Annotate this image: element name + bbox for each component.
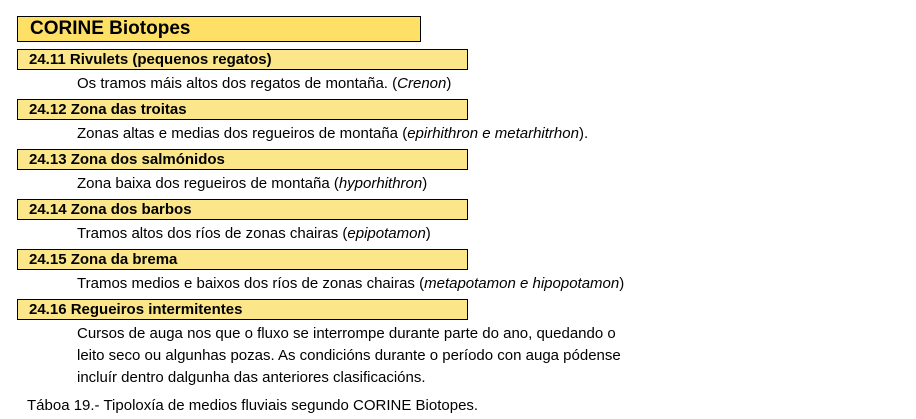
description-text-end: ). (578, 125, 589, 142)
entry-description (77, 223, 468, 245)
table-caption: Táboa 19.- Tipoloxía de medios fluviais segundo CORINE Biotopes. (27, 397, 479, 414)
description-text: Zona baixa dos regueiros de montaña ( (77, 175, 339, 192)
entry-heading: 24.12 Zona das troitas (17, 99, 468, 120)
biotope-entry-24-15 (17, 249, 624, 295)
description-italic-term: epipotamon (347, 225, 426, 242)
description-italic-term: metapotamon e hipopotamon (424, 275, 620, 292)
description-line: Cursos de auga nos que o fluxo se interrompe durante parte do ano, quedando o (77, 325, 616, 342)
description-italic-term: Crenon (397, 75, 447, 92)
description-italic-term: epirhithron e metarhitrhon (407, 125, 579, 142)
biotope-entry-24-12 (17, 99, 588, 145)
description-text-end: ) (619, 275, 625, 292)
description-text-end: ) (422, 175, 428, 192)
biotope-entry-24-14 (17, 199, 468, 245)
entry-description (77, 273, 624, 295)
entry-description (77, 73, 468, 95)
entry-description (77, 173, 468, 195)
entry-heading: 24.11 Rivulets (pequenos regatos) (17, 49, 468, 70)
biotope-entry-24-11 (17, 49, 468, 95)
description-italic-term: hyporhithron (338, 175, 423, 192)
entry-heading: 24.15 Zona da brema (17, 249, 468, 270)
description-line: incluír dentro dalgunha das anteriores clasificacións. (77, 369, 426, 386)
entry-heading: 24.13 Zona dos salmónidos (17, 149, 468, 170)
table-title: CORINE Biotopes (17, 16, 421, 42)
description-text-end: ) (446, 75, 452, 92)
entry-description (77, 323, 621, 389)
description-text: Tramos altos dos ríos de zonas chairas ( (77, 225, 348, 242)
biotope-entry-24-16 (17, 299, 621, 389)
description-text: Os tramos máis altos dos regatos de montaña. ( (77, 75, 398, 92)
biotope-entry-24-13 (17, 149, 468, 195)
entry-description (77, 123, 588, 145)
description-text: Zonas altas e medias dos regueiros de montaña ( (77, 125, 408, 142)
entry-heading: 24.14 Zona dos barbos (17, 199, 468, 220)
description-text-end: ) (425, 225, 431, 242)
entry-heading: 24.16 Regueiros intermitentes (17, 299, 468, 320)
description-line: leito seco ou algunhas pozas. As condicións durante o período con auga pódense (77, 347, 621, 364)
description-text: Tramos medios e baixos dos ríos de zonas chairas ( (77, 275, 425, 292)
